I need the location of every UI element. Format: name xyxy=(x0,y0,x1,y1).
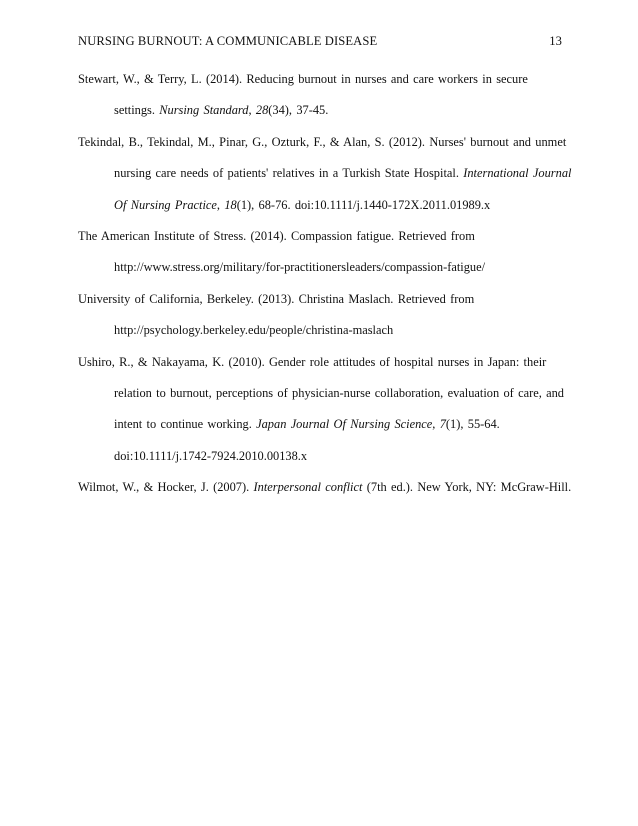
italic-text: Interpersonal conflict xyxy=(253,480,363,495)
reference-text: , xyxy=(248,103,256,118)
reference-text: (7th ed.). New York, NY: McGraw-Hill. xyxy=(362,480,572,495)
reference-line xyxy=(78,132,578,163)
reference-text: doi:10.1111/j.1742-7924.2010.00138.x xyxy=(114,448,308,463)
reference-text: settings. xyxy=(114,103,160,118)
reference-text: Ushiro, R., & Nakayama, K. (2010). Gender role attitudes of hospital nurses in Japan: their xyxy=(78,354,547,369)
reference-entry xyxy=(78,352,578,478)
reference-line xyxy=(78,383,578,414)
reference-text: (34), 37-45. xyxy=(268,103,329,118)
reference-line xyxy=(78,69,578,100)
page-number: 13 xyxy=(549,34,562,48)
italic-text: Nursing Standard xyxy=(159,103,249,118)
reference-text: University of California, Berkeley. (2013). Christina Maslach. Retrieved from xyxy=(78,291,475,306)
reference-text: Wilmot, W., & Hocker, J. (2007). xyxy=(78,480,254,495)
running-head: NURSING BURNOUT: A COMMUNICABLE DISEASE xyxy=(78,34,378,48)
reference-line xyxy=(78,320,578,351)
reference-list xyxy=(78,69,578,508)
reference-text: , xyxy=(432,417,440,432)
italic-text: Japan Journal Of Nursing Science xyxy=(256,417,433,432)
reference-line xyxy=(78,100,578,131)
reference-text: , xyxy=(216,197,225,212)
italic-text: Of Nursing Practice xyxy=(114,197,217,212)
reference-text: Tekindal, B., Tekindal, M., Pinar, G., Ozturk, F., & Alan, S. (2012). Nurses' burnout and unmet xyxy=(78,134,567,149)
reference-line xyxy=(78,414,578,445)
reference-line xyxy=(78,257,578,288)
reference-entry xyxy=(78,69,578,132)
italic-text: International Journal xyxy=(463,166,572,181)
reference-text: (1), 68-76. doi:10.1111/j.1440-172X.2011.01989.x xyxy=(236,197,491,212)
italic-text: 28 xyxy=(255,103,269,118)
reference-line xyxy=(78,195,578,226)
reference-line xyxy=(78,477,578,508)
reference-text: http://psychology.berkeley.edu/people/christina-maslach xyxy=(114,323,394,338)
reference-entry xyxy=(78,132,578,226)
italic-text: 7 xyxy=(439,417,446,432)
reference-text: Stewart, W., & Terry, L. (2014). Reducing burnout in nurses and care workers in secure xyxy=(78,72,528,86)
reference-text: The American Institute of Stress. (2014). Compassion fatigue. Retrieved from xyxy=(78,228,475,243)
reference-line xyxy=(78,163,578,194)
reference-text: http://www.stress.org/military/for-practitionersleaders/compassion-fatigue/ xyxy=(114,260,486,275)
reference-text: intent to continue working. xyxy=(114,417,257,432)
reference-text: relation to burnout, perceptions of physician-nurse collaboration, evaluation of care, and xyxy=(114,385,564,400)
reference-entry xyxy=(78,289,578,352)
reference-entry xyxy=(78,226,578,289)
reference-text: (1), 55-64. xyxy=(445,417,500,432)
reference-entry xyxy=(78,477,578,508)
italic-text: 18 xyxy=(224,197,237,212)
reference-line xyxy=(78,289,578,320)
page-header xyxy=(78,34,562,54)
reference-text: nursing care needs of patients' relatives in a Turkish State Hospital. xyxy=(114,166,464,181)
reference-line xyxy=(78,352,578,383)
reference-line xyxy=(78,226,578,257)
reference-line xyxy=(78,446,578,477)
